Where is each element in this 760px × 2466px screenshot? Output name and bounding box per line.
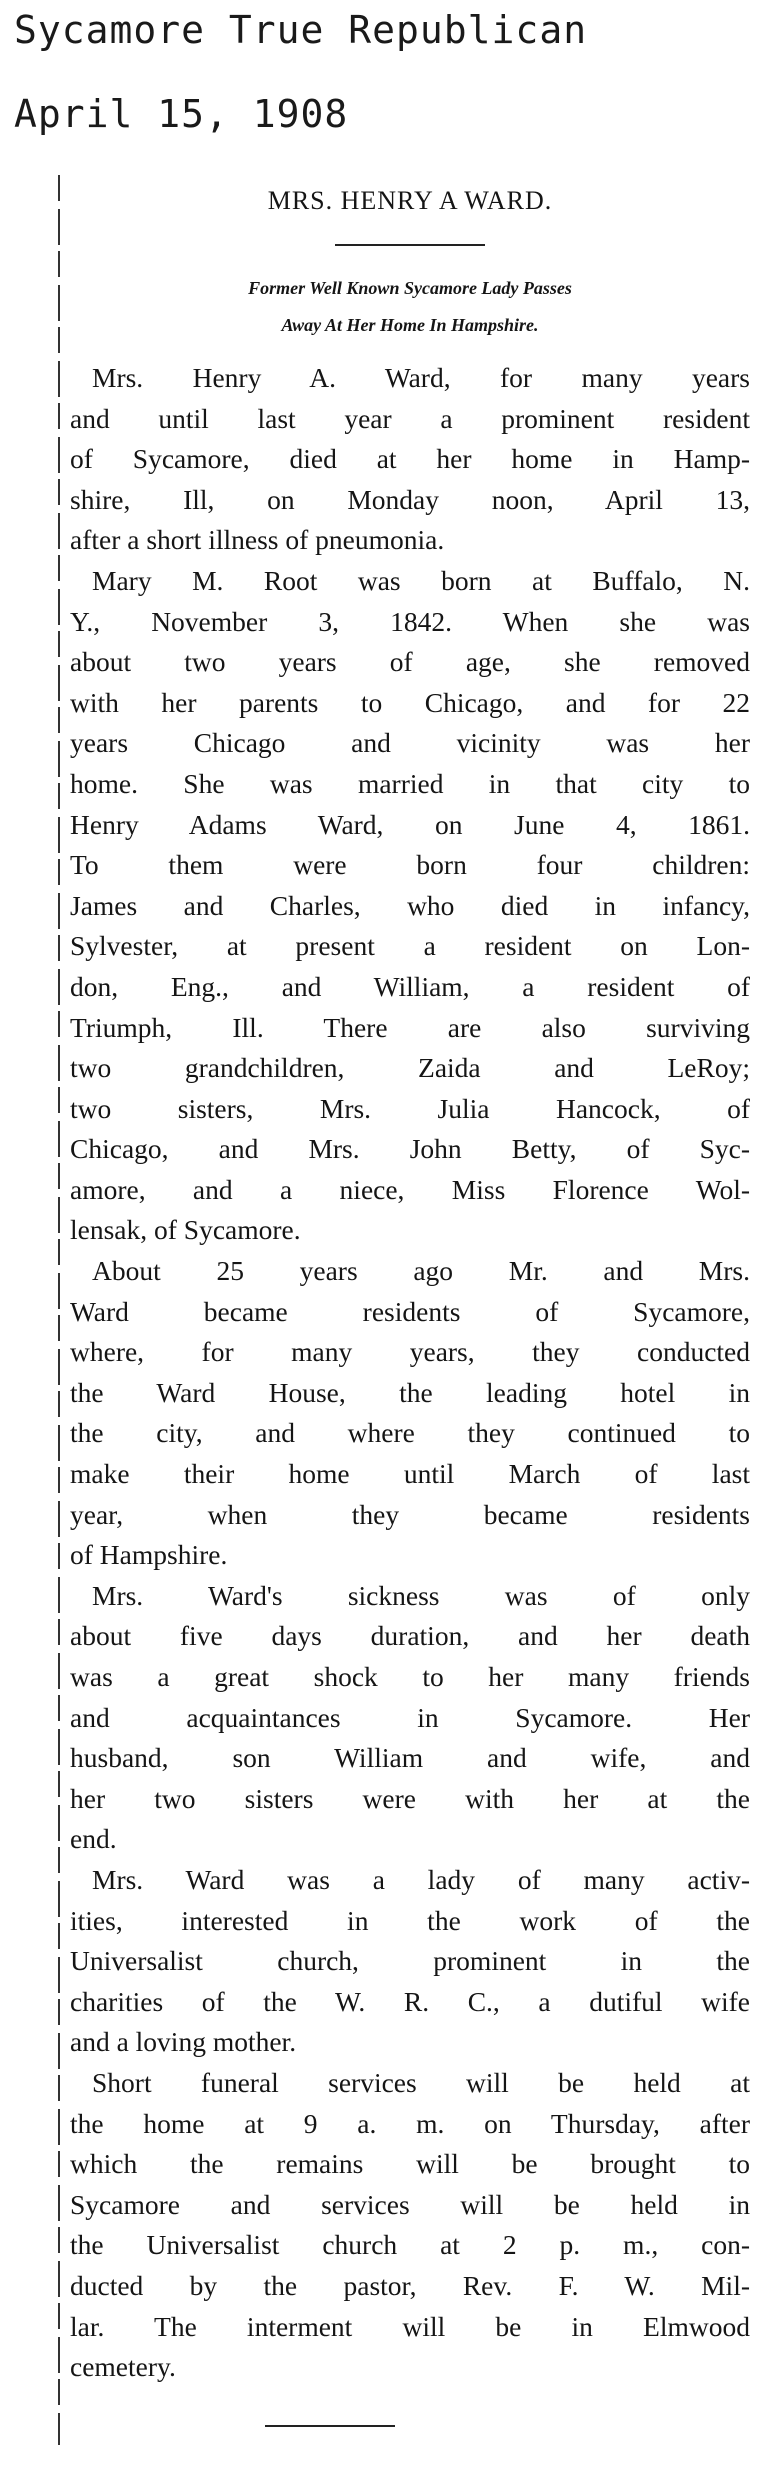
text-line: her two sisters were with her at the xyxy=(70,1782,750,1814)
newspaper-name: Sycamore True Republican xyxy=(14,8,588,52)
text-line: of Hampshire. xyxy=(70,1539,228,1571)
text-line: Triumph, Ill. There are also surviving xyxy=(70,1011,750,1043)
subheadline-line: Former Well Known Sycamore Lady Passes xyxy=(248,278,572,298)
text-line: about two years of age, she removed xyxy=(70,646,750,678)
text-line: shire, Ill, on Monday noon, April 13, xyxy=(70,483,750,515)
text-line: where, for many years, they conducted xyxy=(70,1336,750,1368)
text-line: Mrs. Ward's sickness was of only xyxy=(92,1579,750,1611)
publication-date: April 15, 1908 xyxy=(14,92,349,136)
text-line: and until last year a prominent resident xyxy=(70,402,750,434)
text-line: end. xyxy=(70,1823,117,1855)
text-line: two grandchildren, Zaida and LeRoy; xyxy=(70,1052,750,1084)
text-line: and a loving mother. xyxy=(70,2026,297,2058)
text-line: two sisters, Mrs. Julia Hancock, of xyxy=(70,1092,750,1124)
text-line: about five days duration, and her death xyxy=(70,1620,750,1652)
text-line: make their home until March of last xyxy=(70,1458,750,1490)
text-line: the home at 9 a. m. on Thursday, after xyxy=(70,2107,750,2139)
text-line: Mrs. Ward was a lady of many activ- xyxy=(92,1863,750,1895)
text-line: Short funeral services will be held at xyxy=(92,2066,750,2098)
text-line: Sylvester, at present a resident on Lon- xyxy=(70,930,750,962)
text-line: home. She was married in that city to xyxy=(70,767,750,799)
text-line: was a great shock to her many friends xyxy=(70,1661,750,1692)
text-line: Universalist church, prominent in the xyxy=(70,1945,750,1977)
text-line: the Universalist church at 2 p. m., con- xyxy=(70,2229,750,2261)
subheadline xyxy=(70,270,750,344)
text-line: Mrs. Henry A. Ward, for many years xyxy=(92,362,750,393)
text-line: which the remains will be brought to xyxy=(70,2148,750,2180)
text-line: James and Charles, who died in infancy, xyxy=(70,889,750,921)
text-line: Mary M. Root was born at Buffalo, N. xyxy=(92,564,750,596)
text-line: don, Eng., and William, a resident of xyxy=(70,970,750,1002)
text-line: and acquaintances in Sycamore. Her xyxy=(70,1701,750,1733)
text-line: the city, and where they continued to xyxy=(70,1417,750,1449)
text-line: cemetery. xyxy=(70,2351,176,2383)
headline: MRS. HENRY A WARD. xyxy=(267,186,553,215)
end-divider xyxy=(265,2425,395,2427)
text-line: husband, son William and wife, and xyxy=(70,1742,750,1774)
text-line: ducted by the pastor, Rev. F. W. Mil- xyxy=(70,2269,750,2301)
text-line: Chicago, and Mrs. John Betty, of Syc- xyxy=(70,1133,750,1165)
text-line: amore, and a niece, Miss Florence Wol- xyxy=(70,1173,750,1205)
headline-divider xyxy=(335,244,485,246)
text-line: Henry Adams Ward, on June 4, 1861. xyxy=(70,808,750,840)
text-line: lar. The interment will be in Elmwood xyxy=(70,2310,750,2342)
text-line: Ward became residents of Sycamore, xyxy=(70,1295,750,1327)
text-line: Y., November 3, 1842. When she was xyxy=(70,605,750,637)
text-line: with her parents to Chicago, and for 22 xyxy=(70,686,750,718)
text-line: About 25 years ago Mr. and Mrs. xyxy=(92,1255,750,1287)
text-line: year, when they became residents xyxy=(70,1498,750,1530)
text-line: lensak, of Sycamore. xyxy=(70,1214,301,1246)
subheadline-line: Away At Her Home In Hampshire. xyxy=(281,315,539,335)
text-line: after a short illness of pneumonia. xyxy=(70,524,445,556)
text-line: of Sycamore, died at her home in Hamp- xyxy=(70,443,750,475)
text-line: To them were born four children: xyxy=(70,849,750,881)
text-line: Sycamore and services will be held in xyxy=(70,2188,750,2220)
text-line: years Chicago and vicinity was her xyxy=(70,727,750,759)
text-line: charities of the W. R. C., a dutiful wife xyxy=(70,1985,750,2017)
text-line: ities, interested in the work of the xyxy=(70,1904,750,1936)
obituary-article xyxy=(70,178,750,2388)
text-line: the Ward House, the leading hotel in xyxy=(70,1376,750,1408)
article-body xyxy=(70,358,750,2388)
column-rule xyxy=(58,175,60,2445)
